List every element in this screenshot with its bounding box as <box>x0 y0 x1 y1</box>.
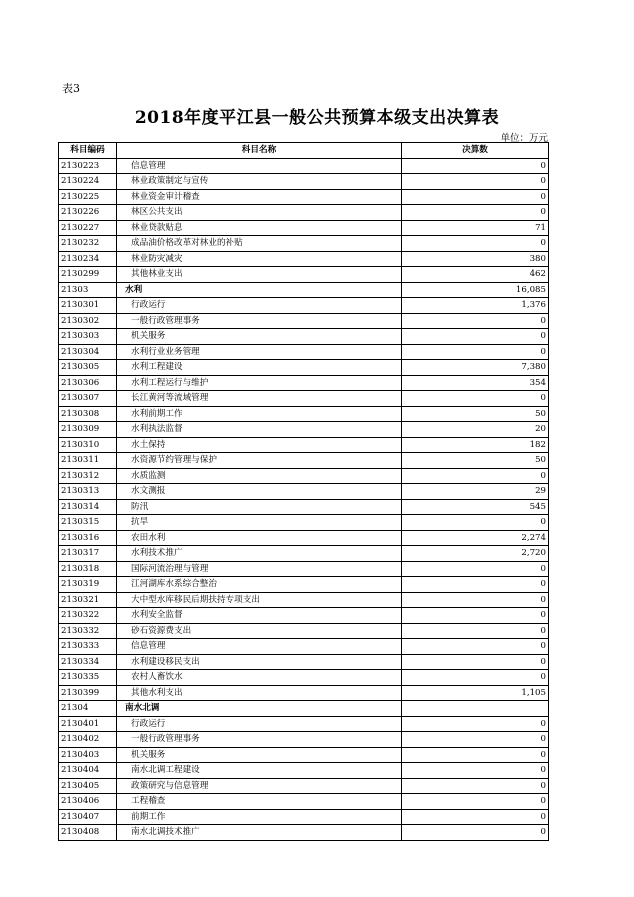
amount-cell: 0 <box>402 809 549 825</box>
subject-code-cell: 2130406 <box>59 794 117 810</box>
subject-name-cell: 政策研究与信息管理 <box>117 778 402 794</box>
table-row <box>59 437 549 453</box>
subject-code-cell: 2130307 <box>59 391 117 407</box>
table-row <box>59 453 549 469</box>
amount-cell: 50 <box>402 406 549 422</box>
subject-code-cell: 2130225 <box>59 189 117 205</box>
table-row <box>59 794 549 810</box>
subject-name-cell: 水利工程建设 <box>117 360 402 376</box>
subject-code-cell: 2130402 <box>59 732 117 748</box>
subject-code-cell: 2130309 <box>59 422 117 438</box>
amount-cell: 0 <box>402 592 549 608</box>
subject-name-cell: 南水北调技术推广 <box>117 825 402 841</box>
amount-cell: 0 <box>402 313 549 329</box>
table-row <box>59 561 549 577</box>
subject-name-cell: 水文测报 <box>117 484 402 500</box>
subject-name-cell: 水利安全监督 <box>117 608 402 624</box>
table-row <box>59 825 549 841</box>
subject-code-cell: 2130313 <box>59 484 117 500</box>
subject-name-cell: 行政运行 <box>117 298 402 314</box>
category-row <box>59 282 549 298</box>
subject-code-cell: 2130304 <box>59 344 117 360</box>
amount-cell: 2,720 <box>402 546 549 562</box>
subject-name-cell: 一般行政管理事务 <box>117 313 402 329</box>
subject-name-cell: 水土保持 <box>117 437 402 453</box>
amount-cell: 0 <box>402 515 549 531</box>
subject-code-cell: 2130308 <box>59 406 117 422</box>
table-row <box>59 546 549 562</box>
subject-name-cell: 抗旱 <box>117 515 402 531</box>
subject-code-cell: 2130224 <box>59 174 117 190</box>
amount-cell: 0 <box>402 561 549 577</box>
subject-code-cell: 2130234 <box>59 251 117 267</box>
subject-name-cell: 农村人畜饮水 <box>117 670 402 686</box>
subject-code-cell: 2130312 <box>59 468 117 484</box>
table-row <box>59 654 549 670</box>
subject-name-cell: 水利前期工作 <box>117 406 402 422</box>
subject-code-cell: 2130405 <box>59 778 117 794</box>
table-row <box>59 499 549 515</box>
amount-cell: 0 <box>402 763 549 779</box>
amount-cell: 0 <box>402 205 549 221</box>
subject-code-cell: 2130227 <box>59 220 117 236</box>
subject-name-cell: 前期工作 <box>117 809 402 825</box>
subject-code-cell: 2130223 <box>59 158 117 174</box>
table-header <box>59 143 549 159</box>
subject-code-cell: 2130407 <box>59 809 117 825</box>
subject-name-cell: 信息管理 <box>117 158 402 174</box>
amount-cell: 354 <box>402 375 549 391</box>
subject-code-cell: 2130310 <box>59 437 117 453</box>
subject-name-cell: 工程稽查 <box>117 794 402 810</box>
table-row <box>59 205 549 221</box>
table-row <box>59 391 549 407</box>
table-row <box>59 236 549 252</box>
subject-name-cell: 砂石资源费支出 <box>117 623 402 639</box>
subject-name-cell: 水质监测 <box>117 468 402 484</box>
budget-table <box>58 142 549 841</box>
amount-cell: 0 <box>402 329 549 345</box>
subject-name-cell: 农田水利 <box>117 530 402 546</box>
subject-code-cell: 2130302 <box>59 313 117 329</box>
table-row <box>59 406 549 422</box>
amount-cell: 0 <box>402 825 549 841</box>
amount-cell: 0 <box>402 778 549 794</box>
amount-cell: 0 <box>402 670 549 686</box>
subject-name-cell: 机关服务 <box>117 329 402 345</box>
table-row <box>59 592 549 608</box>
subject-name-cell: 长江黄河等流域管理 <box>117 391 402 407</box>
table-row <box>59 778 549 794</box>
table-row <box>59 670 549 686</box>
subject-name-cell: 一般行政管理事务 <box>117 732 402 748</box>
amount-cell: 0 <box>402 747 549 763</box>
subject-name-cell: 水利行业业务管理 <box>117 344 402 360</box>
subject-name-cell: 水利执法监督 <box>117 422 402 438</box>
subject-name-cell: 大中型水库移民后期扶持专项支出 <box>117 592 402 608</box>
amount-cell: 380 <box>402 251 549 267</box>
subject-code-cell: 2130408 <box>59 825 117 841</box>
subject-name-cell: 南水北调工程建设 <box>117 763 402 779</box>
amount-cell: 1,105 <box>402 685 549 701</box>
table-row <box>59 577 549 593</box>
table-row <box>59 732 549 748</box>
subject-name-cell: 成品油价格改革对林业的补贴 <box>117 236 402 252</box>
table-row <box>59 639 549 655</box>
subject-name-cell: 林业贷款贴息 <box>117 220 402 236</box>
subject-code-cell: 2130314 <box>59 499 117 515</box>
subject-name-cell: 水利技术推广 <box>117 546 402 562</box>
subject-code-cell: 2130404 <box>59 763 117 779</box>
header-code: 科目编码 <box>59 143 117 159</box>
amount-cell: 1,376 <box>402 298 549 314</box>
amount-cell: 0 <box>402 577 549 593</box>
table-body <box>59 158 549 840</box>
subject-name-cell: 水资源节约管理与保护 <box>117 453 402 469</box>
subject-code-cell: 2130319 <box>59 577 117 593</box>
subject-name-cell: 林业防灾减灾 <box>117 251 402 267</box>
table-row <box>59 220 549 236</box>
table-row <box>59 189 549 205</box>
subject-code-cell: 2130317 <box>59 546 117 562</box>
table-row <box>59 468 549 484</box>
amount-cell: 0 <box>402 608 549 624</box>
subject-name-cell: 水利建设移民支出 <box>117 654 402 670</box>
amount-cell: 20 <box>402 422 549 438</box>
table-row <box>59 515 549 531</box>
subject-code-cell: 2130334 <box>59 654 117 670</box>
table-row <box>59 158 549 174</box>
table-row <box>59 608 549 624</box>
amount-cell: 0 <box>402 174 549 190</box>
subject-name-cell: 行政运行 <box>117 716 402 732</box>
unit-label: 单位：万元 <box>500 133 548 144</box>
table-row <box>59 298 549 314</box>
subject-code-cell: 2130305 <box>59 360 117 376</box>
subject-code-cell: 2130401 <box>59 716 117 732</box>
amount-cell: 0 <box>402 391 549 407</box>
amount-cell: 0 <box>402 158 549 174</box>
table-row <box>59 716 549 732</box>
subject-name-cell: 水利 <box>117 282 402 298</box>
table-row <box>59 267 549 283</box>
subject-code-cell: 2130226 <box>59 205 117 221</box>
amount-cell: 182 <box>402 437 549 453</box>
amount-cell: 0 <box>402 236 549 252</box>
table-row <box>59 422 549 438</box>
subject-name-cell: 防汛 <box>117 499 402 515</box>
category-row <box>59 701 549 717</box>
subject-name-cell: 信息管理 <box>117 639 402 655</box>
amount-cell: 0 <box>402 468 549 484</box>
subject-name-cell: 其他水利支出 <box>117 685 402 701</box>
table-number: 表3 <box>62 82 80 95</box>
table-row <box>59 685 549 701</box>
subject-name-cell: 其他林业支出 <box>117 267 402 283</box>
subject-code-cell: 2130301 <box>59 298 117 314</box>
table-row <box>59 375 549 391</box>
amount-cell: 0 <box>402 716 549 732</box>
table-row <box>59 747 549 763</box>
subject-code-cell: 2130232 <box>59 236 117 252</box>
table-row <box>59 484 549 500</box>
subject-code-cell: 2130399 <box>59 685 117 701</box>
header-amount: 决算数 <box>402 143 549 159</box>
subject-name-cell: 林区公共支出 <box>117 205 402 221</box>
amount-cell: 462 <box>402 267 549 283</box>
table-row <box>59 530 549 546</box>
amount-cell: 50 <box>402 453 549 469</box>
subject-code-cell: 2130303 <box>59 329 117 345</box>
header-name: 科目名称 <box>117 143 402 159</box>
amount-cell: 0 <box>402 654 549 670</box>
subject-code-cell: 2130316 <box>59 530 117 546</box>
subject-code-cell: 2130403 <box>59 747 117 763</box>
amount-cell: 7,380 <box>402 360 549 376</box>
subject-code-cell: 2130321 <box>59 592 117 608</box>
page-title: 2018年度平江县一般公共预算本级支出决算表 <box>134 108 500 128</box>
subject-name-cell: 机关服务 <box>117 747 402 763</box>
subject-code-cell: 21304 <box>59 701 117 717</box>
table-row <box>59 809 549 825</box>
amount-cell: 0 <box>402 189 549 205</box>
subject-name-cell: 江河湖库水系综合整治 <box>117 577 402 593</box>
table-row <box>59 763 549 779</box>
subject-code-cell: 2130318 <box>59 561 117 577</box>
amount-cell: 71 <box>402 220 549 236</box>
subject-code-cell: 2130315 <box>59 515 117 531</box>
subject-code-cell: 2130306 <box>59 375 117 391</box>
subject-code-cell: 2130332 <box>59 623 117 639</box>
header-row <box>59 143 549 159</box>
amount-cell: 16,085 <box>402 282 549 298</box>
subject-name-cell: 林业政策制定与宣传 <box>117 174 402 190</box>
amount-cell: 29 <box>402 484 549 500</box>
subject-code-cell: 2130322 <box>59 608 117 624</box>
subject-code-cell: 21303 <box>59 282 117 298</box>
table-row <box>59 329 549 345</box>
amount-cell: 545 <box>402 499 549 515</box>
amount-cell: 0 <box>402 639 549 655</box>
amount-cell: 2,274 <box>402 530 549 546</box>
subject-name-cell: 南水北调 <box>117 701 402 717</box>
amount-cell <box>402 701 549 717</box>
table-row <box>59 360 549 376</box>
table-row <box>59 623 549 639</box>
subject-name-cell: 国际河流治理与管理 <box>117 561 402 577</box>
table-row <box>59 251 549 267</box>
amount-cell: 0 <box>402 623 549 639</box>
amount-cell: 0 <box>402 794 549 810</box>
table-row <box>59 344 549 360</box>
amount-cell: 0 <box>402 732 549 748</box>
subject-code-cell: 2130311 <box>59 453 117 469</box>
subject-code-cell: 2130335 <box>59 670 117 686</box>
amount-cell: 0 <box>402 344 549 360</box>
subject-name-cell: 水利工程运行与维护 <box>117 375 402 391</box>
table-row <box>59 313 549 329</box>
subject-code-cell: 2130333 <box>59 639 117 655</box>
subject-code-cell: 2130299 <box>59 267 117 283</box>
table-row <box>59 174 549 190</box>
subject-name-cell: 林业资金审计稽查 <box>117 189 402 205</box>
